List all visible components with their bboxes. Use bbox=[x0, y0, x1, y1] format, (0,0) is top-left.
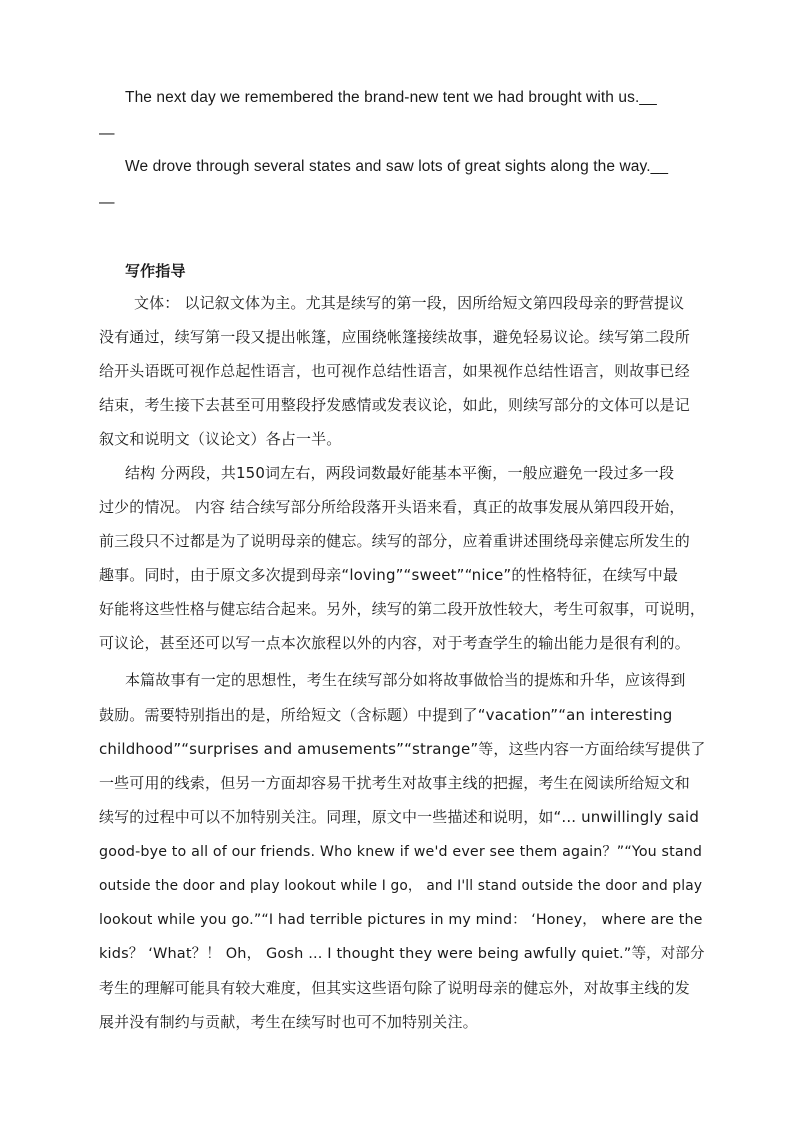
section-heading: 写作指导 bbox=[125, 262, 186, 280]
paragraph-line: kids？ ‘What？！ Oh， Gosh ... I thought they were being awfully quiet.”等，对部分 bbox=[99, 946, 705, 962]
paragraph-line: 展并没有制约与贡献，考生在续写时也可不加特别关注。 bbox=[99, 1013, 478, 1031]
paragraph-line: outside the door and play lookout while I go， and I'll stand outside the door and play bbox=[99, 878, 703, 894]
paragraph-line: 给开头语既可视作总起性语言，也可视作总结性语言，如果视作总结性语言，则故事已经 bbox=[99, 362, 690, 380]
paragraph-line: 本篇故事有一定的思想性，考生在续写部分如将故事做恰当的提炼和升华，应该得到 bbox=[125, 671, 686, 689]
paragraph-line: 鼓励。需要特别指出的是，所给短文（含标题）中提到了“vacation”“an interesting bbox=[99, 706, 673, 724]
paragraph-line: 结束，考生接下去甚至可用整段抒发感情或发表议论，如此，则续写部分的文体可以是记 bbox=[99, 396, 690, 414]
paragraph-line: 一些可用的线索，但另一方面却容易干扰考生对故事主线的把握，考生在阅读所给短文和 bbox=[99, 774, 690, 792]
sentence-line: We drove through several states and saw lots of great sights along the way.__ bbox=[125, 158, 669, 175]
paragraph-line: 没有通过，续写第一段又提出帐篷，应围绕帐篷接续故事，避免轻易议论。续写第二段所 bbox=[99, 328, 690, 346]
blank-line: — bbox=[99, 125, 115, 142]
paragraph-line: 趣事。同时，由于原文多次提到母亲“loving”“sweet”“nice”的性格特征，在续写中最 bbox=[99, 566, 678, 584]
paragraph-line: 结构 分两段，共150词左右，两段词数最好能基本平衡，一般应避免一段过多一段 bbox=[125, 464, 675, 482]
paragraph-line: 考生的理解可能具有较大难度，但其实这些语句除了说明母亲的健忘外，对故事主线的发 bbox=[99, 979, 690, 997]
paragraph-line: good-bye to all of our friends. Who knew if we'd ever see them again？”“You stand bbox=[99, 844, 703, 860]
paragraph-line: lookout while you go.”“I had terrible pictures in my mind： ‘Honey， where are the bbox=[99, 912, 703, 928]
sentence-line: The next day we remembered the brand-new tent we had brought with us.__ bbox=[125, 89, 657, 106]
paragraph-line: 续写的过程中可以不加特别关注。同理，原文中一些描述和说明，如“... unwillingly said bbox=[99, 808, 699, 826]
blank-line: — bbox=[99, 194, 115, 211]
paragraph-line: 前三段只不过都是为了说明母亲的健忘。续写的部分，应着重讲述围绕母亲健忘所发生的 bbox=[99, 532, 690, 550]
paragraph-line: 文体： 以记叙文体为主。尤其是续写的第一段，因所给短文第四段母亲的野营提议 bbox=[134, 294, 685, 312]
paragraph-line: 好能将这些性格与健忘结合起来。另外，续写的第二段开放性较大，考生可叙事，可说明， bbox=[99, 600, 706, 618]
paragraph-line: 过少的情况。 内容 结合续写部分所给段落开头语来看，真正的故事发展从第四段开始， bbox=[99, 498, 685, 516]
paragraph-line: 叙文和说明文（议论文）各占一半。 bbox=[99, 430, 342, 448]
paragraph-line: 可议论，甚至还可以写一点本次旅程以外的内容，对于考查学生的输出能力是很有利的。 bbox=[99, 634, 690, 652]
paragraph-line: childhood”“surprises and amusements”“strange”等，这些内容一方面给续写提供了 bbox=[99, 740, 706, 758]
